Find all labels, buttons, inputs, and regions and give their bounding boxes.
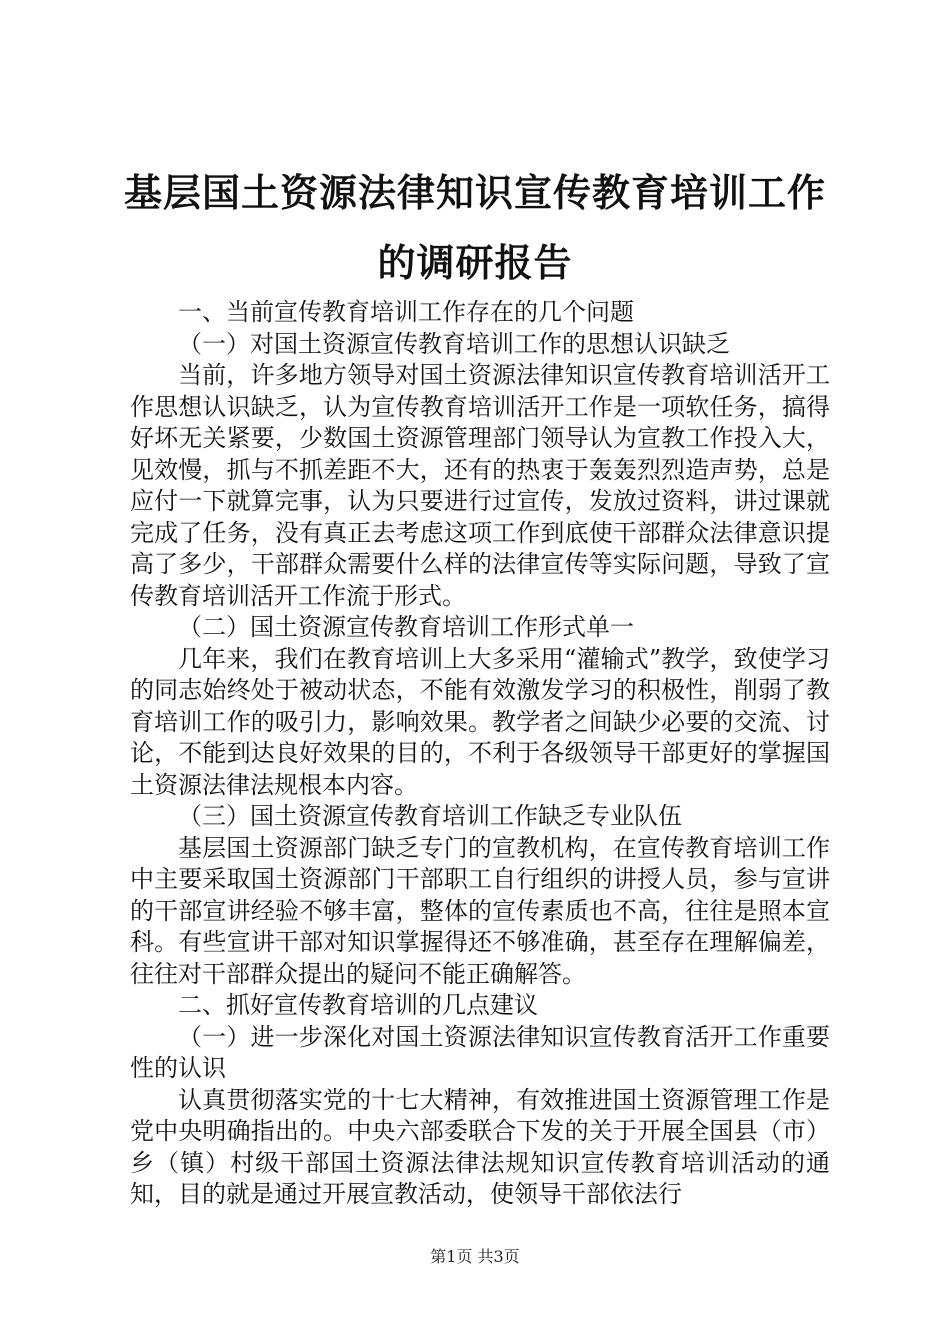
subsection-heading: （二）国土资源宣传教育培训工作形式单一	[178, 613, 634, 641]
page-footer: 第1页 共3页	[430, 1247, 520, 1266]
subsection-heading: （一）进一步深化对国土资源法律知识宣传教育活开工作重要性的认识	[130, 1022, 830, 1082]
document-body	[130, 297, 830, 1211]
section-heading: 二、抓好宣传教育培训的几点建议	[178, 991, 538, 1019]
subsection-heading: （一）对国土资源宣传教育培训工作的思想认识缺乏	[178, 329, 730, 358]
body-paragraph: 几年来，我们在教育培训上大多采用“灌输式”教学，致使学习的同志始终处于被动状态，不能有效激发学习的积极性，削弱了教育培训工作的吸引力，影响效果。教学者之间缺少必要的交流、讨论，不能到达良好效果的目的，不利于各级领导干部更好的掌握国土资源法律法规根本内容。	[130, 644, 830, 799]
section-heading: 一、当前宣传教育培训工作存在的几个问题	[178, 298, 634, 326]
subsection-heading: （三）国土资源宣传教育培训工作缺乏专业队伍	[178, 802, 682, 830]
body-paragraph: 当前，许多地方领导对国土资源法律知识宣传教育培训活开工作思想认识缺乏，认为宣传教育培训活开工作是一项软任务，搞得好坏无关紧要，少数国土资源管理部门领导认为宣教工作投入大，见效慢，抓与不抓差距不大，还有的热衷于轰轰烈烈造声势，总是应付一下就算完事，认为只要进行过宣传，发放过资料，讲过课就完成了任务，没有真正去考虑这项工作到底使干部群众法律意识提高了多少，干部群众需要什么样的法律宣传等实际问题，导致了宣传教育培训活开工作流于形式。	[130, 361, 830, 610]
document-title: 基层国土资源法律知识宣传教育培训工作的调研报告	[123, 170, 826, 285]
body-paragraph: 基层国土资源部门缺乏专门的宣教机构，在宣传教育培训工作中主要采取国土资源部门干部职工自行组织的讲授人员，参与宣讲的干部宣讲经验不够丰富，整体的宣传素质也不高，往往是照本宣科。有些宣讲干部对知识掌握得还不够准确，甚至存在理解偏差，往往对干部群众提出的疑问不能正确解答。	[130, 833, 830, 988]
body-paragraph: 认真贯彻落实党的十七大精神，有效推进国土资源管理工作是党中央明确指出的。中央六部委联合下发的关于开展全国县（市）乡（镇）村级干部国土资源法律法规知识宣传教育培训活动的通知，目的就是通过开展宣教活动，使领导干部依法行	[130, 1085, 830, 1208]
